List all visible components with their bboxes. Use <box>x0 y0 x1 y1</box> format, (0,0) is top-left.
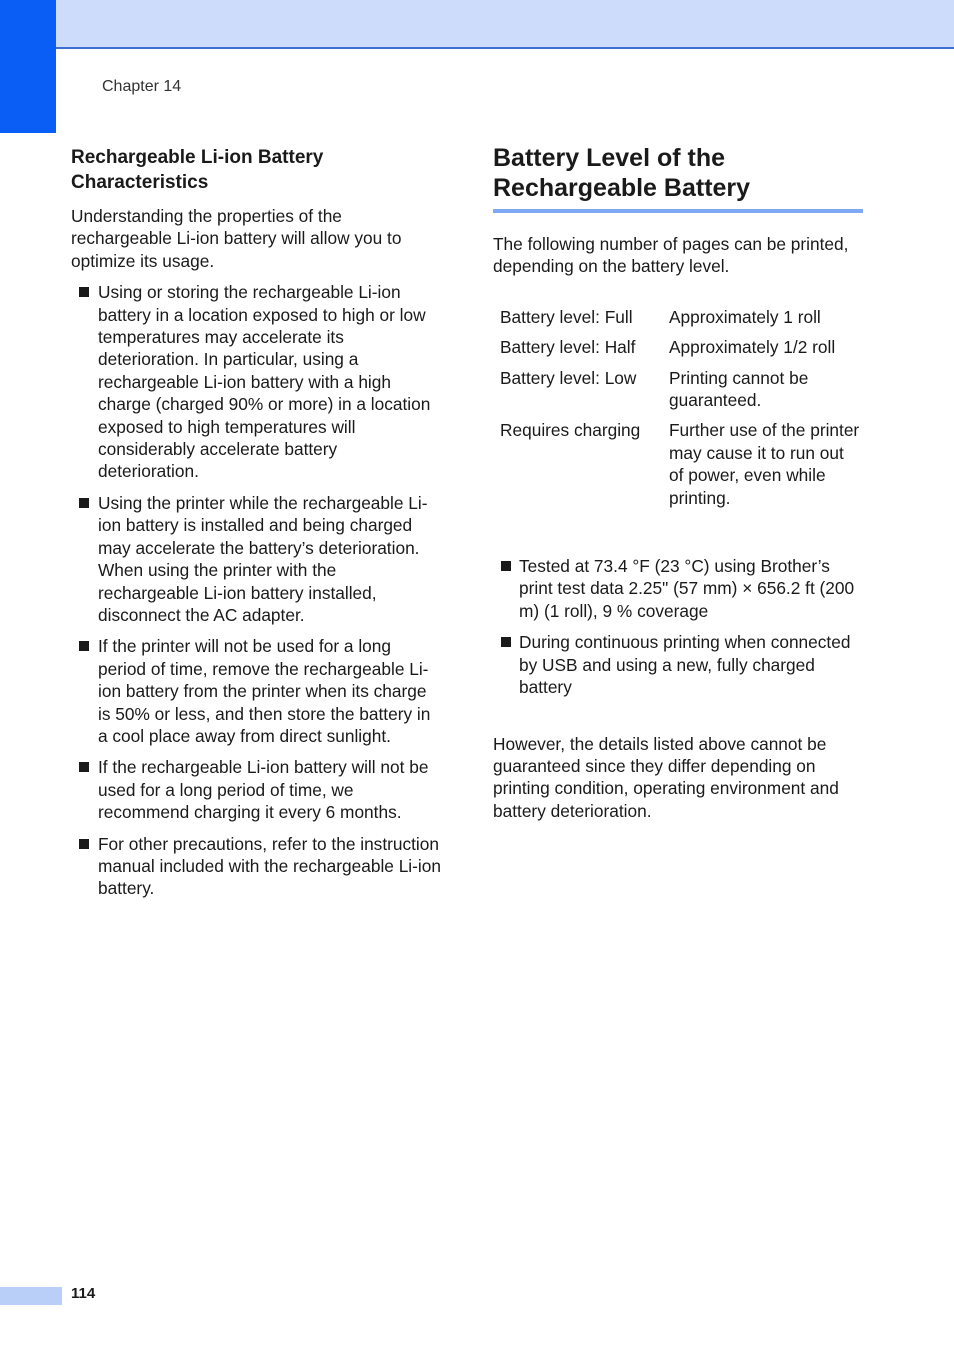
header-band <box>0 0 954 49</box>
footer-bar <box>0 1287 62 1305</box>
result-cell: Printing cannot be guaranteed. <box>669 367 809 411</box>
characteristics-intro: Understanding the properties of the rechargeable Li-ion battery will allow you to optimize its usage. <box>71 206 402 271</box>
list-item: Using the printer while the rechargeable Li-ion battery is installed and being charged may accelerate the battery’s deterioration. When using the printer with the rechargeable Li-ion battery installed, disconnect the AC adapter. <box>71 492 441 626</box>
battery-level-cell: Battery level: Full <box>500 306 633 327</box>
page-number: 114 <box>71 1285 96 1302</box>
list-item: For other precautions, refer to the instruction manual included with the rechargeable Li-ion battery. <box>71 833 441 900</box>
bullet-square-icon <box>79 498 89 508</box>
result-cell: Approximately 1/2 roll <box>669 337 836 358</box>
precautions-list <box>71 281 441 900</box>
result-cell: Further use of the printer may cause it to run out of power, even while printing. <box>669 420 860 508</box>
list-item: During continuous printing when connected by USB and using a new, fully charged battery <box>493 631 863 698</box>
disclaimer-paragraph: However, the details listed above cannot be guaranteed since they differ depending on printing condition, operating environment and battery deterioration. <box>493 733 839 821</box>
battery-characteristics-heading: Rechargeable Li-ion Battery Characteristics <box>71 147 324 193</box>
bullet-square-icon <box>501 561 511 571</box>
test-conditions-list <box>493 555 863 698</box>
right-column <box>493 143 863 822</box>
bullet-square-icon <box>79 641 89 651</box>
table-row <box>493 419 863 517</box>
table-row <box>493 367 863 420</box>
list-item: If the rechargeable Li-ion battery will not be used for a long period of time, we recommend charging it every 6 months. <box>71 756 441 823</box>
bullet-square-icon <box>79 762 89 772</box>
list-item: Tested at 73.4 °F (23 °C) using Brother’s print test data 2.25" (57 mm) × 656.2 ft (200 m) (1 roll), 9 % coverage <box>493 555 863 622</box>
list-item: Using or storing the rechargeable Li-ion battery in a location exposed to high or low temperatures may accelerate its deterioration. In particular, using a rechargeable Li-ion battery with a high charge (charged 90% or more) in a location exposed to high temperatures will considerably accelerate battery deterioration. <box>71 281 441 483</box>
bullet-square-icon <box>79 287 89 297</box>
bullet-square-icon <box>79 839 89 849</box>
battery-level-intro: The following number of pages can be printed, depending on the battery level. <box>493 234 849 277</box>
battery-level-title: Battery Level of the Rechargeable Battery <box>493 143 863 213</box>
battery-level-table <box>493 306 863 517</box>
battery-level-cell: Battery level: Half <box>500 337 636 358</box>
table-row <box>493 336 863 366</box>
list-item: If the printer will not be used for a long period of time, remove the rechargeable Li-ion battery from the printer when its charge is 50% or less, and then store the battery in a cool place away from direct sunlight. <box>71 635 441 747</box>
chapter-label: Chapter 14 <box>102 78 182 95</box>
table-row <box>493 306 863 336</box>
battery-level-cell: Battery level: Low <box>500 367 637 388</box>
battery-level-cell: Requires charging <box>500 420 641 441</box>
result-cell: Approximately 1 roll <box>669 306 821 327</box>
bullet-square-icon <box>501 637 511 647</box>
chapter-tab <box>0 0 56 133</box>
left-column <box>71 145 441 909</box>
